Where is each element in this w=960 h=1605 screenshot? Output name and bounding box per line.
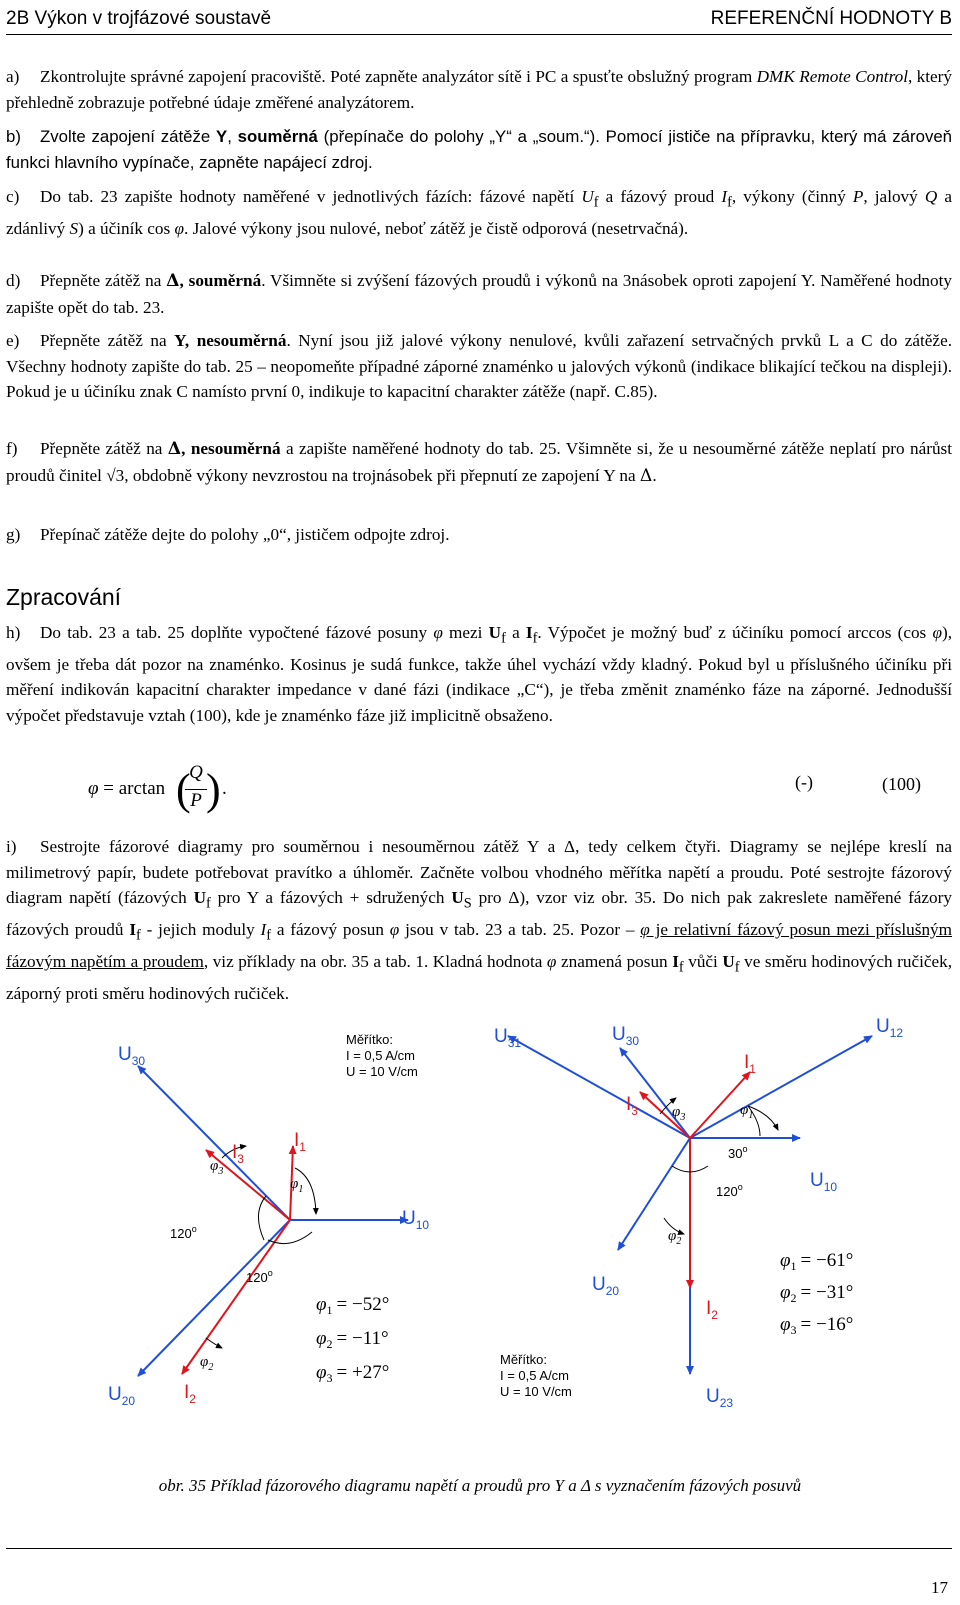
item-h: h) Do tab. 23 a tab. 25 doplňte vypočtené fázové posuny φ mezi $U_f$ a $I_f$. Výpočet je možný buď z účiníku pomocí arccos (cos φ), ovšem je třeba dát pozor na znaménko. Kosinus je sudá funkce, takže úhel vychází vždy kladný. Pokud byl u příslušného účiníku při měření indikován kapacitní charakter impedance v dané fázi (indikace „C“), je třeba změnit znaménko fáze na záporné. Jednodušší výpočet představuje vztah (100), kde je znaménko fáze již implicitně obsaženo. — [6, 623, 952, 725]
label-u30: U — [118, 1044, 132, 1065]
label-u31: U — [494, 1026, 508, 1047]
svg-text:U12: $U_{12}$ — [876, 1018, 904, 1040]
u20-phasor-right — [618, 1138, 690, 1250]
figure-caption: obr. 35 Příklad fázorového diagramu napětí a proudů pro Y a Δ s vyznačením fázových posuvů — [158, 1476, 802, 1495]
right-phi3-value: = −16° — [800, 1314, 854, 1335]
svg-text:I1: $I_1$ — [294, 1130, 306, 1154]
u30-phasor — [138, 1066, 290, 1220]
svg-text:φ3= +27°: $\varphi_3 = +27^\circ$ — [316, 1362, 390, 1385]
label-phi2: φ — [200, 1354, 209, 1370]
item-g: g) Přepínač zátěže dejte do polohy „0“, jističem odpojte zdroj. — [6, 525, 450, 544]
item-a: a) Zkontrolujte správné zapojení pracoviště. Poté zapněte analyzátor sítě i PC a spusťte obslužný program DMK Remote Control, který přehledně zobrazuje potřebné údaje změřené analyzátorem. — [6, 67, 952, 112]
left-phi1-value: = −52° — [336, 1294, 390, 1315]
label-120b: 120 — [246, 1270, 268, 1285]
section-heading: Zpracování — [6, 584, 122, 610]
label-u30-right: U — [612, 1024, 626, 1045]
svg-text:U20: $U_{20}$ — [592, 1274, 620, 1298]
angle-arc-120a — [258, 1196, 266, 1240]
right-diagram — [494, 1018, 903, 1410]
label-i2-right: I — [706, 1298, 712, 1319]
svg-text:U23: $U_{23}$ — [706, 1386, 734, 1410]
svg-text:U30: $U_{30}$ — [612, 1024, 640, 1048]
label-120-right: 120 — [716, 1184, 738, 1199]
svg-text:φ3: $\varphi_3$ — [210, 1158, 224, 1177]
header-reference: REFERENČNÍ HODNOTY B — [710, 8, 952, 29]
right-scale-i: I = 0,5 A/cm — [500, 1368, 570, 1383]
label-u23: U — [706, 1386, 720, 1407]
svg-text:I1: $I_1$ — [744, 1052, 756, 1076]
svg-text:120o: 120$^o$ — [716, 1182, 743, 1199]
svg-text:φ2: $\varphi_2$ — [668, 1228, 682, 1247]
svg-text:U20: $U_{20}$ — [108, 1384, 136, 1408]
u30-phasor-right — [620, 1048, 690, 1138]
left-scale-i: I = 0,5 A/cm — [346, 1048, 416, 1063]
label-u12: U — [876, 1018, 890, 1037]
svg-text:120o: 120$^o$ — [246, 1268, 273, 1285]
svg-text:U10: $U_{10}$ — [402, 1208, 430, 1232]
svg-text:I2: $I_2$ — [184, 1382, 196, 1406]
label-i3-right: I — [626, 1094, 632, 1115]
formula-unit: (-) — [795, 772, 813, 792]
svg-text:φ3= −16°: $\varphi_3 = -16^\circ$ — [780, 1314, 854, 1337]
phasor-diagram-figure — [0, 1018, 960, 1498]
label-i2: I — [184, 1382, 190, 1403]
right-scale-u: U = 10 V/cm — [500, 1384, 572, 1399]
label-i3: I — [232, 1142, 238, 1163]
label-phi3-right: φ — [672, 1104, 681, 1120]
svg-text:I3: $I_3$ — [232, 1142, 244, 1166]
i2-phasor — [182, 1220, 290, 1374]
svg-text:I2: $I_2$ — [706, 1298, 718, 1322]
label-i1-right: I — [744, 1052, 750, 1073]
left-scale-u: U = 10 V/cm — [346, 1064, 418, 1079]
left-diagram — [108, 1032, 429, 1408]
label-i1: I — [294, 1130, 300, 1151]
svg-text:I3: $I_3$ — [626, 1094, 638, 1118]
item-i: i) Sestrojte fázorové diagramy pro souměrnou i nesouměrnou zátěž Y a Δ, tedy celkem čtyři. Diagramy se nejlépe kreslí na milimetrový papír, budete potřebovat pravítko a úhloměr. Začněte volbou vhodného měřítka napětí a proudu. Poté sestrojte fázorový diagram napětí (fázových $U_f$ pro Y a fázových + sdružených $U_S$ pro Δ), vzor viz obr. 35. Do nich pak zakreslete naměřené fázory fázových proudů $I_f$ - jejich moduly $I_f$ a fázový posun φ jsou v tab. 23 a tab. 25. Pozor – φ je relativní fázový posun mezi příslušným fázovým napětím a proudem, viz příklady na obr. 35 a tab. 1. Kladná hodnota φ znamená posun $I_f$ vůči $U_f$ ve směru hodinových ručiček, záporný proti směru hodinových ručiček. — [6, 837, 953, 1003]
svg-text:φ1= −52°: $\varphi_1 = -52^\circ$ — [316, 1294, 390, 1317]
svg-text:φ2= −31°: $\varphi_2 = -31^\circ$ — [780, 1282, 854, 1305]
label-u20: U — [108, 1384, 122, 1405]
label-phi3: φ — [210, 1158, 219, 1174]
equation-number: (100) — [882, 774, 921, 794]
label-phi2-right: φ — [668, 1228, 677, 1244]
item-f: f) Přepněte zátěž na Δ, nesouměrná a zapište naměřené hodnoty do tab. 25. Všimněte si, že u nesouměrné zátěže neplatí pro nárůst proudů činitel √3, obdobně výkony nevzrostou na trojnásobek při přepnutí ze zapojení Y na Δ. — [6, 439, 952, 486]
svg-text:U10: $U_{10}$ — [810, 1170, 838, 1194]
label-phi1: φ — [290, 1176, 299, 1192]
right-phi1-value: = −61° — [800, 1250, 854, 1271]
u31-phasor — [508, 1036, 690, 1138]
label-120a: 120 — [170, 1226, 192, 1241]
svg-text:φ2= −11°: $\varphi_2 = -11^\circ$ — [316, 1328, 389, 1351]
u12-phasor — [690, 1036, 872, 1138]
header-rule — [6, 34, 952, 35]
formula-100: φ = arctan ( Q P ) . (-) (100) — [88, 762, 921, 814]
item-b: b) Zvolte zapojení zátěže Y, souměrná (přepínače do polohy „Y“ a „soum.“). Pomocí jističe na přípravku, který má zároveň funkci hlavního vypínače, zapněte napájecí zdroj. — [6, 127, 952, 172]
page-header — [6, 4, 952, 34]
angle-arc-phi2 — [206, 1338, 222, 1348]
svg-text:U30: $U_{30}$ — [118, 1044, 146, 1068]
left-phi3-value: = +27° — [336, 1362, 390, 1383]
svg-text:120o: 120$^o$ — [170, 1224, 197, 1241]
svg-text:φ1= −61°: $\varphi_1 = -61^\circ$ — [780, 1250, 854, 1273]
right-phi2-value: = −31° — [800, 1282, 854, 1303]
header-title: 2B Výkon v trojfázové soustavě — [6, 8, 272, 29]
left-phi2-value: = −11° — [336, 1328, 389, 1349]
svg-text:φ3: $\varphi_3$ — [672, 1104, 686, 1123]
svg-text:φ1: $\varphi_1$ — [740, 1102, 754, 1121]
label-u10-right: U — [810, 1170, 824, 1191]
svg-text:φ2: $\varphi_2$ — [200, 1354, 214, 1373]
i3-phasor — [206, 1150, 290, 1220]
label-u10: U — [402, 1208, 416, 1229]
svg-text:φ1: $\varphi_1$ — [290, 1176, 304, 1195]
item-d: d) Přepněte zátěž na Δ, souměrná. Všimněte si zvýšení fázových proudů i výkonů na 3násobek oproti zapojení Y. Naměřené hodnoty zapište opět do tab. 23. — [6, 271, 952, 317]
label-u20-right: U — [592, 1274, 606, 1295]
svg-text:U31: $U_{31}$ — [494, 1026, 522, 1050]
page-number: 17 — [931, 1578, 948, 1597]
label-30: 30 — [728, 1146, 743, 1161]
svg-text:30o: 30$^o$ — [728, 1144, 748, 1161]
footer-rule — [6, 1548, 952, 1549]
label-phi1-right: φ — [740, 1102, 749, 1118]
right-scale-title: Měřítko: — [500, 1352, 547, 1367]
item-e: e) Přepněte zátěž na Y, nesouměrná. Nyní jsou již jalové výkony nenulové, kvůli zařazení setrvačných prvků L a C do zátěže. Všechny hodnoty zapište do tab. 25 – neopomeňte případné záporné znaménko u jalových výkonů (indikace blikající tečkou na displeji). Pokud je u účiníku znak C namísto první 0, indikuje to kapacitní charakter zátěže (např. C.85). — [6, 331, 952, 401]
item-c: c) Do tab. 23 zapište hodnoty naměřené v jednotlivých fázích: fázové napětí $U_f$ a fázový proud $I_f$, výkony (činný P, jalový Q a zdánlivý S) a účiník cos φ. Jalové výkony jsou nulové, neboť zátěž je čistě odporová (nesetrvačná). — [6, 187, 952, 238]
left-scale-title: Měřítko: — [346, 1032, 393, 1047]
u20-phasor — [138, 1220, 290, 1376]
